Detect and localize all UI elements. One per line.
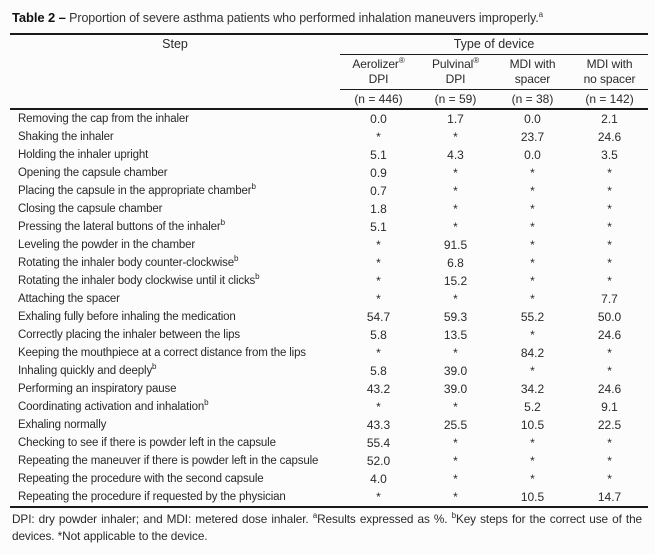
value-cell: 34.2 xyxy=(520,382,545,396)
value-cell: * xyxy=(453,472,458,486)
step-label: Closing the capsule chamber xyxy=(18,203,163,215)
column-header-aerolizer xyxy=(340,54,417,89)
step-label: Repeating the maneuver if there is powder left in the capsule xyxy=(18,455,319,467)
step-cell xyxy=(10,200,340,218)
step-cell xyxy=(10,470,340,488)
step-label: Placing the capsule in the appropriate chamber xyxy=(18,185,252,197)
value-cell: 14.7 xyxy=(571,488,648,507)
value-cell: 0.0 xyxy=(524,112,541,126)
value-cell: * xyxy=(453,202,458,216)
step-label: Coordinating activation and inhalation xyxy=(18,401,205,413)
step-column-header: Step xyxy=(10,34,340,109)
footnote-a-text: Results expressed as %. xyxy=(317,512,452,526)
value-cell: 91.5 xyxy=(443,238,468,252)
value-cell: 24.6 xyxy=(597,382,622,396)
table-row xyxy=(10,146,648,164)
table-caption xyxy=(0,0,655,33)
table-row xyxy=(10,362,648,380)
step-cell xyxy=(10,326,340,344)
step-label: Rotating the inhaler body clockwise until it clicks xyxy=(18,275,256,287)
value-cell: * xyxy=(453,400,458,414)
value-cell: * xyxy=(453,220,458,234)
value-cell: * xyxy=(530,472,535,486)
value-cell: 25.5 xyxy=(443,418,468,432)
value-cell: * xyxy=(530,292,535,306)
value-cell: 0.0 xyxy=(370,112,387,126)
device-type: DPI xyxy=(368,71,389,86)
abbreviation-note: DPI: dry powder inhaler; and MDI: metered dose inhaler. xyxy=(12,512,313,526)
value-cell: 2.1 xyxy=(601,112,618,126)
value-cell: * xyxy=(607,184,612,198)
value-cell: 55.4 xyxy=(366,436,391,450)
value-cell: 24.6 xyxy=(597,130,622,144)
table-row xyxy=(10,218,648,236)
value-cell: 39.0 xyxy=(443,364,468,378)
step-cell xyxy=(10,164,340,182)
value-cell: * xyxy=(607,220,612,234)
step-cell xyxy=(10,218,340,236)
device-type: DPI xyxy=(445,71,466,86)
value-cell: * xyxy=(376,274,381,288)
value-cell: * xyxy=(607,472,612,486)
value-cell: * xyxy=(530,256,535,270)
value-cell: * xyxy=(376,346,381,360)
value-cell: 54.7 xyxy=(366,310,391,324)
device-name: Aerolizer xyxy=(352,56,399,71)
sample-size-mdi-spacer: (n = 38) xyxy=(494,89,571,109)
step-cell xyxy=(10,146,340,164)
value-cell: 6.8 xyxy=(447,256,464,270)
step-superscript: b xyxy=(220,218,225,228)
value-cell: * xyxy=(607,256,612,270)
value-cell: 10.5 xyxy=(494,488,571,507)
value-cell: * xyxy=(453,166,458,180)
value-cell: 5.8 xyxy=(370,328,387,342)
value-cell: 59.3 xyxy=(443,310,468,324)
step-cell xyxy=(10,254,340,272)
step-label: Shaking the inhaler xyxy=(18,131,114,143)
step-cell xyxy=(10,344,340,362)
value-cell: 24.6 xyxy=(597,328,622,342)
value-cell: 55.2 xyxy=(520,310,545,324)
value-cell: * xyxy=(453,292,458,306)
step-cell xyxy=(10,434,340,452)
value-cell: 5.2 xyxy=(524,400,541,414)
step-label: Correctly placing the inhaler between the lips xyxy=(18,329,240,341)
table-row xyxy=(10,164,648,182)
value-cell: * xyxy=(530,436,535,450)
value-cell: * xyxy=(607,202,612,216)
value-cell: * xyxy=(453,436,458,450)
step-label: Exhaling normally xyxy=(18,419,107,431)
table-row xyxy=(10,272,648,290)
step-label: Exhaling fully before inhaling the medication xyxy=(18,311,236,323)
value-cell: 22.5 xyxy=(597,418,622,432)
step-cell xyxy=(10,109,340,128)
sample-size-aerolizer: (n = 446) xyxy=(340,89,417,109)
table-row xyxy=(10,326,648,344)
value-cell: * xyxy=(530,166,535,180)
step-cell xyxy=(10,362,340,380)
value-cell: * xyxy=(376,256,381,270)
value-cell: * xyxy=(453,346,458,360)
step-cell xyxy=(10,236,340,254)
step-label: Opening the capsule chamber xyxy=(18,167,168,179)
step-superscript: b xyxy=(255,272,260,282)
value-cell: * xyxy=(607,238,612,252)
step-label: Holding the inhaler upright xyxy=(18,149,149,161)
step-label: Repeating the procedure with the second capsule xyxy=(18,473,264,485)
table-row xyxy=(10,308,648,326)
step-label: Keeping the mouthpiece at a correct distance from the lips xyxy=(18,347,306,359)
value-cell: * xyxy=(376,130,381,144)
table-row xyxy=(10,434,648,452)
step-cell xyxy=(10,380,340,398)
table-row xyxy=(10,254,648,272)
table-footnote xyxy=(12,511,642,544)
step-cell xyxy=(10,290,340,308)
registered-mark: ® xyxy=(398,55,405,65)
table-row xyxy=(10,488,648,507)
registered-mark: ® xyxy=(473,55,480,65)
value-cell: 43.2 xyxy=(366,382,391,396)
value-cell: * xyxy=(530,454,535,468)
sample-size-pulvinal: (n = 59) xyxy=(417,89,494,109)
table-number-label: Table 2 – xyxy=(12,10,66,25)
value-cell: 5.8 xyxy=(370,364,387,378)
value-cell: * xyxy=(453,454,458,468)
value-cell: * xyxy=(340,488,417,507)
step-label: Leveling the powder in the chamber xyxy=(18,239,196,251)
table-row xyxy=(10,344,648,362)
table-row xyxy=(10,236,648,254)
value-cell: 5.1 xyxy=(370,220,387,234)
value-cell: * xyxy=(607,274,612,288)
value-cell: 1.8 xyxy=(370,202,387,216)
value-cell: 52.0 xyxy=(366,454,391,468)
value-cell: 1.7 xyxy=(447,112,464,126)
step-cell xyxy=(10,398,340,416)
value-cell: 7.7 xyxy=(601,292,618,306)
table-row xyxy=(10,200,648,218)
device-name: MDI with xyxy=(586,56,633,71)
value-cell: * xyxy=(530,220,535,234)
step-cell xyxy=(10,128,340,146)
step-cell xyxy=(10,452,340,470)
step-cell xyxy=(10,182,340,200)
table-header xyxy=(10,34,648,109)
column-header-pulvinal xyxy=(417,54,494,89)
value-cell: 50.0 xyxy=(597,310,622,324)
step-superscript: b xyxy=(152,362,157,372)
step-label: Inhaling quickly and deeply xyxy=(18,365,153,377)
step-label: Removing the cap from the inhaler xyxy=(18,113,189,125)
asthma-maneuvers-table xyxy=(10,33,648,508)
value-cell: 9.1 xyxy=(601,400,618,414)
value-cell: 0.7 xyxy=(370,184,387,198)
value-cell: * xyxy=(530,238,535,252)
table-row xyxy=(10,290,648,308)
value-cell: * xyxy=(376,400,381,414)
table-row xyxy=(10,109,648,128)
value-cell: 4.3 xyxy=(447,148,464,162)
column-header-mdi-no-spacer xyxy=(571,54,648,89)
table-row xyxy=(10,470,648,488)
sample-size-mdi-no-spacer: (n = 142) xyxy=(571,89,648,109)
step-cell xyxy=(10,488,340,507)
table-caption-text: Proportion of severe asthma patients who performed inhalation maneuvers improperly. xyxy=(65,11,539,25)
value-cell: * xyxy=(607,166,612,180)
value-cell: 43.3 xyxy=(366,418,391,432)
footnote-asterisk-text: *Not applicable to the device. xyxy=(57,528,208,543)
table-row xyxy=(10,128,648,146)
value-cell: * xyxy=(607,364,612,378)
value-cell: * xyxy=(607,436,612,450)
value-cell: 4.0 xyxy=(370,472,387,486)
step-superscript: b xyxy=(234,254,239,264)
value-cell: * xyxy=(607,346,612,360)
table-row xyxy=(10,452,648,470)
table-row xyxy=(10,416,648,434)
value-cell: * xyxy=(453,130,458,144)
device-type: spacer xyxy=(514,71,551,86)
step-label: Performing an inspiratory pause xyxy=(18,383,177,395)
step-label: Repeating the procedure if requested by the physician xyxy=(18,491,286,503)
value-cell: 15.2 xyxy=(443,274,468,288)
table-body xyxy=(10,109,648,507)
value-cell: * xyxy=(530,202,535,216)
value-cell: * xyxy=(417,488,494,507)
step-superscript: b xyxy=(204,398,209,408)
footnote-b-text: Key steps for the correct use of the devices. xyxy=(12,512,642,543)
value-cell: 0.0 xyxy=(524,148,541,162)
step-superscript: b xyxy=(251,182,256,192)
step-cell xyxy=(10,272,340,290)
value-cell: 13.5 xyxy=(443,328,468,342)
footnote-superscript-a: a xyxy=(312,511,318,521)
value-cell: * xyxy=(530,184,535,198)
step-label: Rotating the inhaler body counter-clockwise xyxy=(18,257,235,269)
value-cell: 23.7 xyxy=(520,130,545,144)
value-cell: * xyxy=(376,292,381,306)
step-cell xyxy=(10,308,340,326)
value-cell: 39.0 xyxy=(443,382,468,396)
device-name: Pulvinal xyxy=(431,56,474,71)
value-cell: * xyxy=(530,328,535,342)
step-label: Checking to see if there is powder left in the capsule xyxy=(18,437,276,449)
value-cell: 5.1 xyxy=(370,148,387,162)
column-header-mdi-spacer xyxy=(494,54,571,89)
value-cell: * xyxy=(530,274,535,288)
table-row xyxy=(10,380,648,398)
table-row xyxy=(10,182,648,200)
step-label: Pressing the lateral buttons of the inhaler xyxy=(18,221,221,233)
caption-superscript-a: a xyxy=(538,9,544,19)
step-cell xyxy=(10,416,340,434)
value-cell: 10.5 xyxy=(520,418,545,432)
footnote-superscript-b: b xyxy=(451,511,456,521)
value-cell: 3.5 xyxy=(601,148,618,162)
step-label: Attaching the spacer xyxy=(18,293,120,305)
value-cell: 0.9 xyxy=(370,166,387,180)
value-cell: * xyxy=(607,454,612,468)
value-cell: * xyxy=(453,184,458,198)
value-cell: * xyxy=(376,238,381,252)
value-cell: * xyxy=(530,364,535,378)
table-row xyxy=(10,398,648,416)
device-type: no spacer xyxy=(583,71,636,86)
value-cell: 84.2 xyxy=(520,346,545,360)
device-name: MDI with xyxy=(509,56,556,71)
device-group-header: Type of device xyxy=(340,34,648,54)
